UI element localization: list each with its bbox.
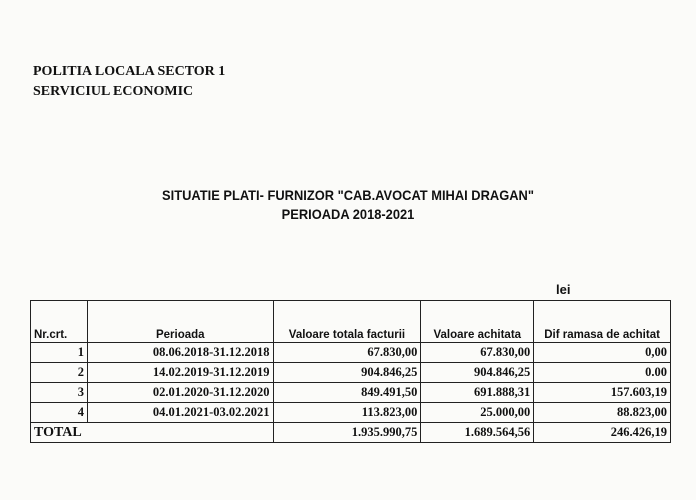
cell: 14.02.2019-31.12.2019: [87, 363, 273, 383]
total-remaining: 246.426,19: [534, 423, 671, 443]
cell: 2: [31, 363, 88, 383]
table-row: [31, 383, 671, 403]
cell: 88.823,00: [534, 403, 671, 423]
column-header: Perioada: [87, 301, 273, 343]
currency-label: lei: [556, 282, 571, 297]
cell: 1: [31, 343, 88, 363]
total-label: TOTAL: [31, 423, 274, 443]
cell: 04.01.2021-03.02.2021: [87, 403, 273, 423]
cell: 157.603,19: [534, 383, 671, 403]
table-row: [31, 403, 671, 423]
column-header: Valoare totala facturii: [273, 301, 421, 343]
document-period: PERIOADA 2018-2021: [281, 206, 415, 222]
cell: 67.830,00: [273, 343, 421, 363]
total-row: [31, 423, 671, 443]
cell: 849.491,50: [273, 383, 421, 403]
institution-name: POLITIA LOCALA SECTOR 1: [33, 64, 226, 79]
cell: 02.01.2020-31.12.2020: [87, 383, 273, 403]
cell: 0.00: [534, 363, 671, 383]
cell: 67.830,00: [421, 343, 534, 363]
column-header: Dif ramasa de achitat: [534, 301, 671, 343]
table-header-row: [31, 301, 671, 343]
cell: 691.888,31: [421, 383, 534, 403]
column-header: Valoare achitata: [421, 301, 534, 343]
cell: 25.000,00: [421, 403, 534, 423]
cell: 0,00: [534, 343, 671, 363]
table-row: [31, 363, 671, 383]
cell: 08.06.2018-31.12.2018: [87, 343, 273, 363]
total-invoiced: 1.935.990,75: [273, 423, 421, 443]
table-row: [31, 343, 671, 363]
cell: 904.846,25: [421, 363, 534, 383]
column-header: Nr.crt.: [31, 301, 88, 343]
cell: 4: [31, 403, 88, 423]
cell: 3: [31, 383, 88, 403]
cell: 113.823,00: [273, 403, 421, 423]
payments-table: [30, 300, 671, 443]
cell: 904.846,25: [273, 363, 421, 383]
total-paid: 1.689.564,56: [421, 423, 534, 443]
department-name: SERVICIUL ECONOMIC: [33, 84, 194, 99]
document-title: SITUATIE PLATI- FURNIZOR "CAB.AVOCAT MIHAI DRAGAN": [162, 187, 534, 203]
